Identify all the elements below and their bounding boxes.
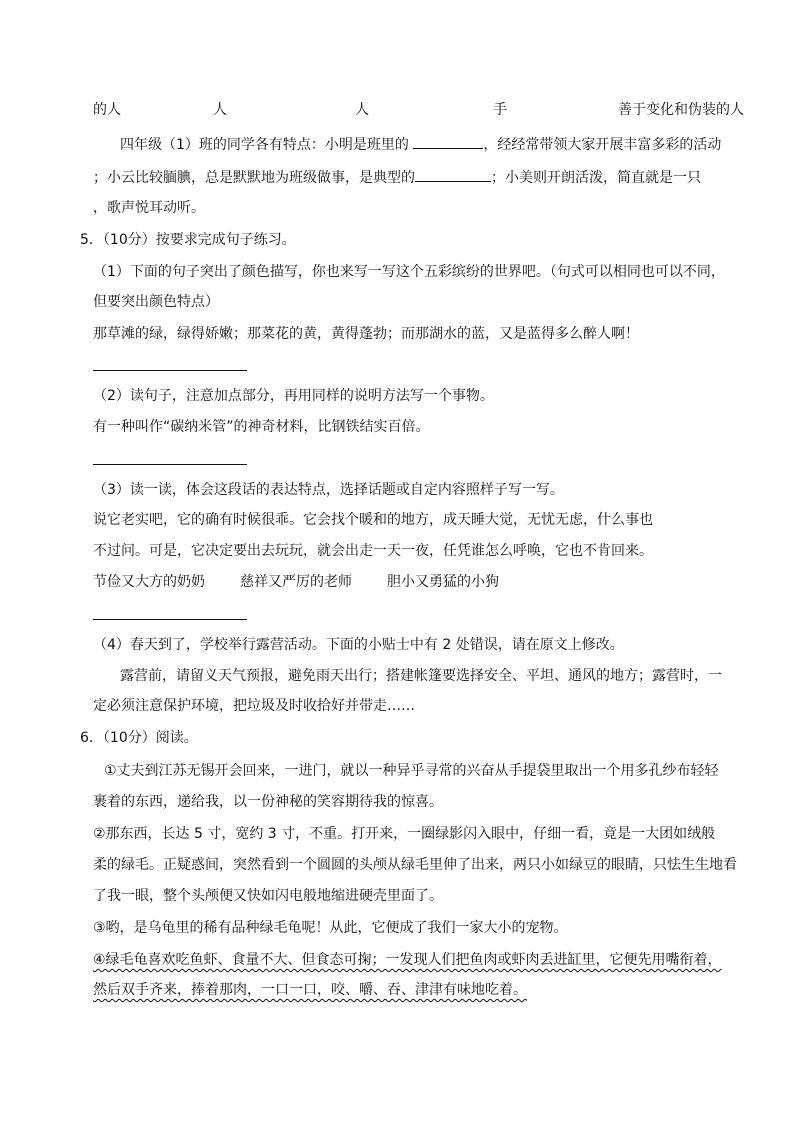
paragraph-text: ；小美则开朗活泼，简直就是一只 (491, 170, 701, 186)
q5-part4-prompt: （4）春天到了，学校举行露营活动。下面的小贴士中有 2 处错误，请在原文上修改。 (93, 637, 624, 653)
answer-blank[interactable] (415, 167, 491, 182)
reading-para-1: ①丈夫到江苏无锡开会回来，一进门，就以一种异乎寻常的兴奋从手提袋里取出一个用多孔纱布轻轻 (104, 763, 719, 779)
reading-para-3: ③哟，是乌龟里的稀有品种绿毛龟呢！从此，它便成了我们一家大小的宠物。 (93, 920, 568, 936)
question-6-title: 6．（10分）阅读。 (80, 730, 198, 746)
q5-part3-prompt: （3）读一读，体会这段话的表达特点，选择话题或自定内容照样子写一写。 (93, 482, 564, 498)
topic-option: 胆小又勇猛的小狗 (387, 574, 499, 590)
paragraph-text: ，经经常带领大家开展丰富多彩的活动 (483, 137, 722, 153)
fill-paragraph-line-2 (93, 167, 701, 188)
word-option: 的人 (93, 102, 121, 118)
answer-blank[interactable] (413, 134, 483, 149)
word-option: 人 (213, 102, 227, 118)
answer-line[interactable] (93, 370, 247, 371)
reading-para-2-cont: 了我一眼，整个头颅便又快如闪电般地缩进硬壳里面了。 (93, 888, 443, 904)
q5-part1-example: 那草滩的绿，绿得娇嫩；那菜花的黄，黄得蓬勃；而那湖水的蓝，又是蓝得多么醉人啊！ (93, 326, 639, 342)
fill-paragraph-line-3: ，歌声悦耳动听。 (93, 200, 205, 216)
paragraph-text: ；小云比较腼腆，总是默默地为班级做事，是典型的 (93, 170, 415, 186)
q5-part1-prompt: （1）下面的句子突出了颜色描写，你也来写一写这个五彩缤纷的世界吧。（句式可以相同也可以不同， (93, 264, 725, 280)
q5-part4-text: 露营前，请留义天气预报，避免雨天出行；搭建帐篷要选择安全、平坦、通风的地方；露营时，一 (120, 668, 722, 684)
reading-para-1-cont: 裹着的东西，递给我，以一份神秘的笑容期待我的惊喜。 (93, 794, 443, 810)
question-5-title: 5．（10分）按要求完成句子练习。 (80, 232, 296, 248)
paragraph-text: 四年级（1）班的同学各有特点：小明是班里的 (120, 137, 409, 153)
reading-para-2-cont: 柔的绿毛。正疑惑间，突然看到一个圆圆的头颅从绿毛里伸了出来，两只小如绿豆的眼睛，只怯生生地看 (93, 857, 737, 873)
q5-part3-text: 不过问。可是，它决定要出去玩玩，就会出走一天一夜，任凭谁怎么呼唤，它也不肯回来。 (93, 543, 653, 559)
word-option: 手 (493, 102, 507, 118)
q5-part2-example: 有一种叫作“碳纳米管”的神奇材料，比钢铁结实百倍。 (93, 419, 430, 435)
reading-para-4-cont: 然后双手齐来，捧着那肉，一口一口，咬、嚼、吞、津津有味地吃着。 (93, 982, 527, 998)
q5-part1-prompt-cont: 但要突出颜色特点） (93, 294, 219, 310)
word-option: 人 (355, 102, 369, 118)
reading-para-2: ②那东西，长达 5 寸，宽约 3 寸，不重。打开来，一圈绿影闪入眼中，仔细一看，竟是一大团如绒般 (93, 826, 716, 842)
answer-line[interactable] (93, 619, 247, 620)
word-option: 善于变化和伪装的人 (618, 102, 744, 118)
topic-option: 节俭又大方的奶奶 (93, 574, 205, 590)
answer-line[interactable] (93, 464, 247, 465)
q5-part3-text: 说它老实吧，它的确有时候很乖。它会找个暖和的地方，成天睡大觉，无忧无虑，什么事也 (93, 512, 653, 528)
reading-para-4: ④绿毛龟喜欢吃鱼虾、食量不大、但食态可掬；一发现人们把鱼肉或虾肉丢进缸里，它便先用嘴衔着， (93, 952, 722, 968)
q5-part2-prompt: （2）读句子，注意加点部分，再用同样的说明方法写一个事物。 (93, 388, 494, 404)
fill-paragraph-line-1 (120, 134, 721, 155)
q5-part4-text: 定必须注意保护环境，把垃圾及时收拾好并带走…… (93, 698, 415, 714)
topic-option: 慈祥又严厉的老师 (240, 574, 352, 590)
